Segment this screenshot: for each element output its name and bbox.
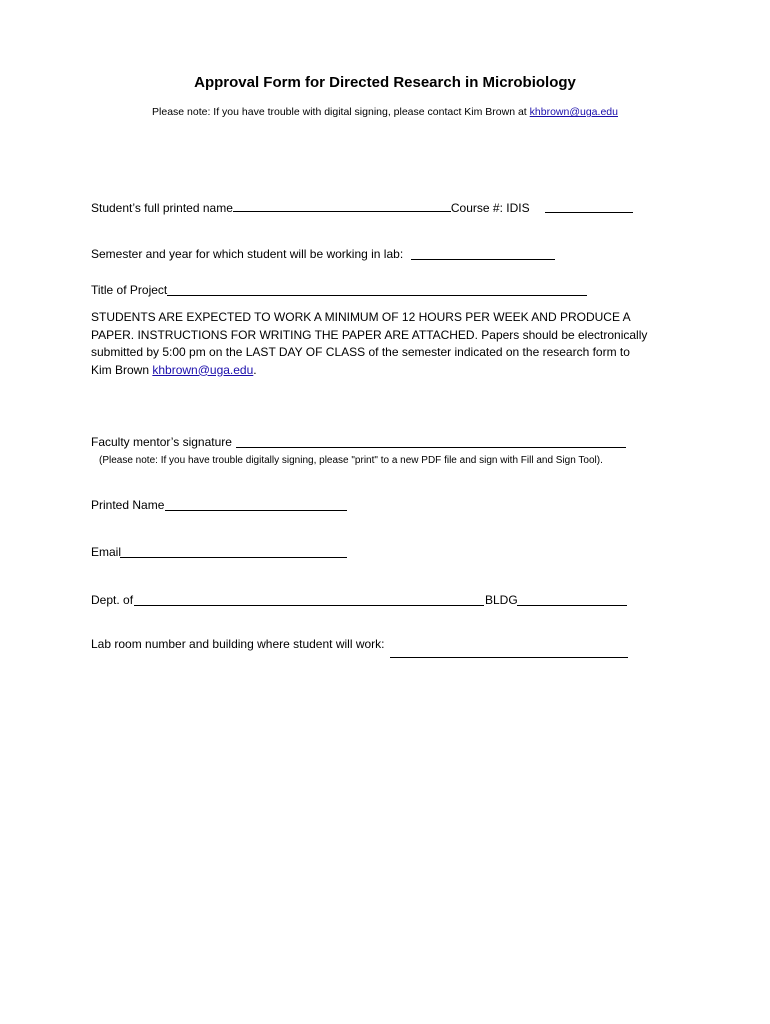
- email-field[interactable]: [120, 557, 347, 558]
- bldg-label: BLDG: [485, 593, 518, 607]
- header-note-text: Please note: If you have trouble with digital signing, please contact Kim Brown at: [152, 106, 530, 118]
- instructions-paragraph: [91, 309, 651, 379]
- email-row: [91, 545, 121, 559]
- lab-room-label: Lab room number and building where student will work:: [91, 637, 385, 651]
- project-title-row: [91, 283, 167, 297]
- header-note: [0, 106, 770, 118]
- header-email-link[interactable]: khbrown@uga.edu: [529, 106, 618, 118]
- dept-label: Dept. of: [91, 593, 134, 607]
- student-name-label: Student’s full printed name: [91, 201, 233, 215]
- form-title: Approval Form for Directed Research in Microbiology: [194, 74, 576, 91]
- semester-label: Semester and year for which student will be working in lab:: [91, 247, 404, 261]
- dept-field[interactable]: [134, 605, 484, 606]
- email-label: Email: [91, 545, 122, 559]
- lab-room-field[interactable]: [390, 657, 628, 658]
- student-name-row: [91, 200, 530, 215]
- signature-label: Faculty mentor’s signature: [91, 435, 232, 449]
- lab-room-row: [91, 637, 385, 651]
- student-name-field[interactable]: [233, 200, 451, 212]
- printed-name-label: Printed Name: [91, 498, 165, 512]
- course-prefix: IDIS: [506, 201, 530, 215]
- signature-field[interactable]: [236, 447, 626, 448]
- instructions-suffix: .: [253, 362, 257, 377]
- course-label: Course #:: [450, 201, 503, 215]
- course-number-field[interactable]: [545, 212, 633, 213]
- signature-row: [91, 435, 232, 449]
- instructions-email-link[interactable]: khbrown@uga.edu: [152, 362, 254, 377]
- printed-name-row: [91, 498, 164, 512]
- project-title-label: Title of Project: [91, 283, 168, 297]
- signature-note: (Please note: If you have trouble digitally signing, please "print" to a new PDF file and sign with Fill and Sign Tool).: [99, 455, 603, 466]
- dept-row: [91, 593, 133, 607]
- semester-row: [91, 247, 403, 261]
- bldg-field[interactable]: [517, 605, 627, 606]
- printed-name-field[interactable]: [165, 510, 347, 511]
- instructions-text: STUDENTS ARE EXPECTED TO WORK A MINIMUM OF 12 HOURS PER WEEK AND PRODUCE A PAPER. INSTRUCTIONS FOR WRITING THE PAPER ARE ATTACHED. Papers should be electronically submitted by 5:00 pm on the LAST DAY OF CLASS of the semester indicated on the research form to Kim Brown: [91, 310, 648, 377]
- semester-field[interactable]: [411, 259, 555, 260]
- project-title-field[interactable]: [167, 295, 587, 296]
